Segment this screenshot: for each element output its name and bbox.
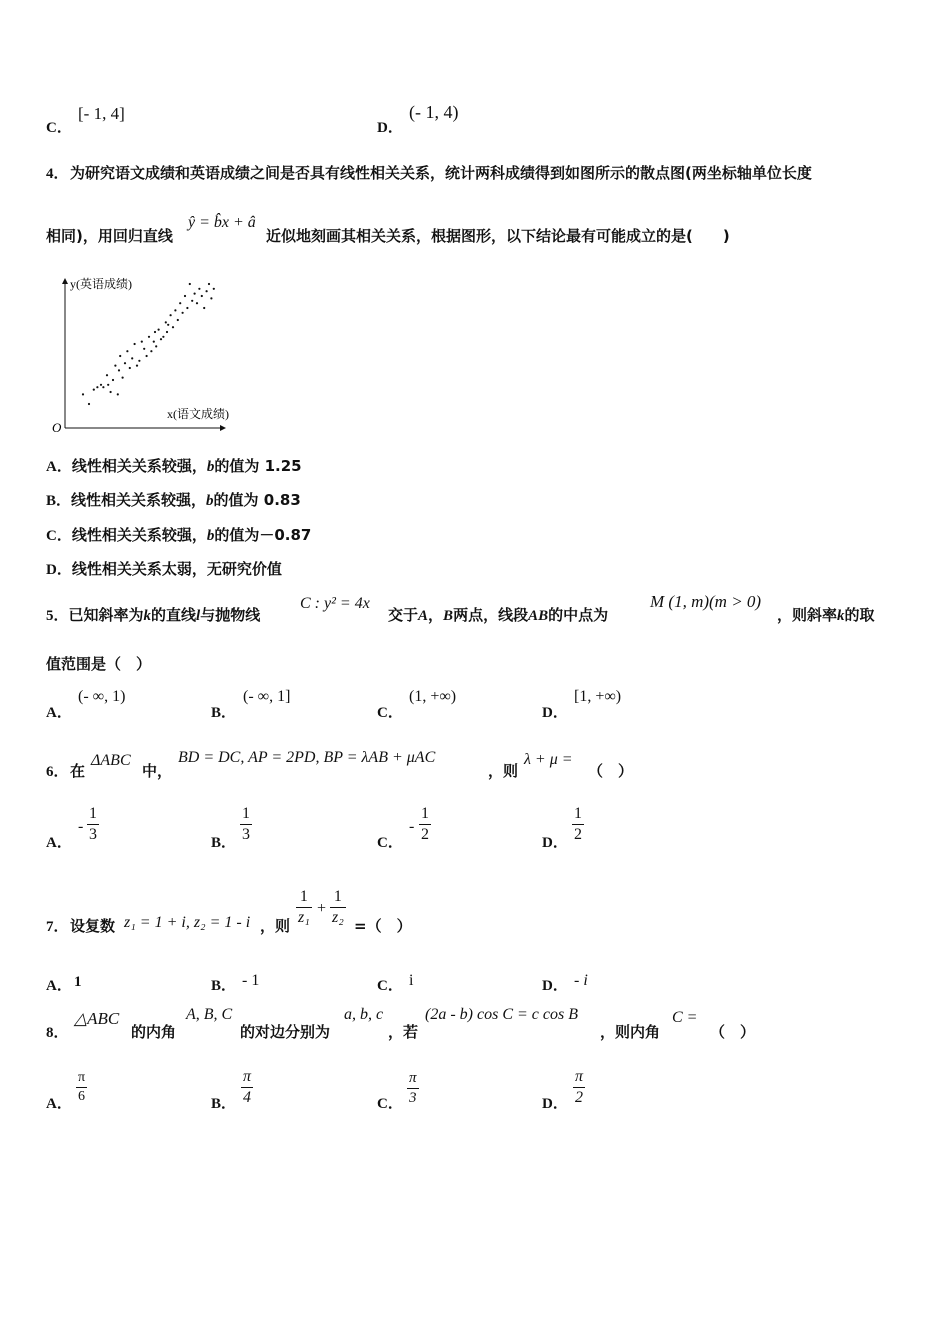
scatter-point [119,355,121,357]
q6-triangle: ΔABC [91,752,131,769]
q5-var-l: l [196,608,201,624]
scatter-point [138,360,140,362]
fraction-bar [407,1088,419,1089]
scatter-point [82,393,84,395]
q8-text-3: ，若 [388,1023,419,1041]
scatter-point [148,336,150,338]
q4-number: 4． [46,166,69,182]
scatter-point [102,386,104,388]
q8-sides: a, b, c [344,1006,384,1023]
fraction-bar [330,907,346,908]
scatter-point [182,312,184,314]
x-axis-label: x(语文成绩) [167,407,229,421]
q6-option-c-sign: - [409,818,415,835]
q5-var-a: A [418,608,429,624]
q7-text-3: =（ ） [354,917,412,935]
q5-parabola: C : y² = 4x [300,595,370,612]
scatter-point [208,283,210,285]
q7-text-2: ，则 [260,917,291,935]
q5-stem-line1 [46,604,260,625]
q5-text: ，则斜率 [777,606,838,624]
q8-text-1: 的内角 [131,1023,177,1041]
scatter-point [124,362,126,364]
fraction-bar [419,824,431,825]
q4-stem-line1: 为研究语文成绩和英语成绩之间是否具有线性相关关系，统计两科成绩得到如图所示的散点图(两坐标轴单位长度 [70,164,812,182]
fraction-denominator: 3 [242,826,250,843]
q5-midpoint: M (1, m)(m > 0) [650,592,762,611]
scatter-point [110,391,112,393]
q5-option-c-label: C． [377,705,403,721]
q6-option-a-label: A． [46,835,72,851]
option-label: B． [46,493,72,509]
q4-option-b [46,489,301,510]
q4-regression-formula: ŷ = b̂x + â [188,214,256,231]
scatter-point [177,319,179,321]
fraction-bar [573,1087,585,1088]
fraction-numerator: π [78,1070,86,1085]
option-text: 线性相关关系较强， [71,457,207,475]
scatter-point [122,377,124,379]
scatter-plot [40,270,250,440]
q5-var-ab: AB [528,608,549,624]
q8-text-5: （ ） [710,1023,756,1041]
scatter-point [154,331,156,333]
scatter-point [141,341,143,343]
fraction-numerator: 1 [242,805,250,822]
fraction-numerator: 1 [89,805,97,822]
q4-stem-line2b: 近似地刻画其相关关系，根据图形，以下结论最有可能成立的是( ) [266,227,730,245]
scatter-point [134,343,136,345]
q4-stem-line2a: 相同)，用回归直线 [46,227,173,245]
scatter-point [93,389,95,391]
fraction-bar [87,824,99,825]
scatter-point [153,341,155,343]
scatter-point [201,295,203,297]
scatter-point [160,338,162,340]
q8-condition: (2a - b) cos C = c cos B [425,1006,578,1023]
option-var: b [206,493,214,509]
q8-option-a-label: A． [46,1096,72,1112]
scatter-point [126,350,128,352]
scatter-point [158,329,160,331]
fraction-numerator: 1 [333,888,342,905]
q5-number: 5． [46,608,69,624]
scatter-point [146,355,148,357]
q5-option-c-value: (1, +∞) [409,688,457,705]
q7-option-d-value: - i [574,972,588,989]
scatter-point [198,288,200,290]
q6-text-3: ，则 [488,762,519,780]
q6-number: 6． [46,764,69,780]
q4-option-d [46,558,282,579]
q8-number: 8． [46,1025,69,1041]
fraction-numerator: 1 [574,805,582,822]
scatter-point [203,307,205,309]
fraction-numerator: 1 [299,888,308,905]
plot-axes [52,276,229,435]
scatter-points [82,283,215,405]
q5-option-b-label: B． [211,705,237,721]
q7-option-a-label: A． [46,978,72,994]
q3-option-c-label: C． [46,120,72,136]
q8-option-c-fraction [407,1070,419,1107]
scatter-point [143,348,145,350]
origin-label: O [52,420,62,435]
fraction-denominator: 6 [78,1089,86,1104]
q7-number: 7． [46,919,69,935]
fraction-denominator: z₁ [298,909,310,926]
scatter-point [206,290,208,292]
q8-expression: C = [672,1009,698,1026]
q6-option-c-fraction [419,805,431,844]
scatter-point [131,357,133,359]
q4-option-a [46,455,302,476]
q5-text: 的中点为 [548,606,609,624]
q7-option-b-value: - 1 [242,972,260,989]
y-axis-label: y(英语成绩) [70,277,132,291]
q8-option-b-label: B． [211,1096,237,1112]
q5-option-d-value: [1, +∞) [574,688,622,705]
q8-option-d-label: D． [542,1096,568,1112]
option-text: 线性相关关系较强， [71,526,207,544]
q6-option-a-fraction [87,805,99,844]
q7-condition: z₁ = 1 + i, z₂ = 1 - i [124,914,251,931]
q5-option-a-value: (- ∞, 1) [78,688,126,705]
q6-option-b-label: B． [211,835,237,851]
scatter-point [129,367,131,369]
scatter-point [165,321,167,323]
option-text: 线性相关关系太弱，无研究价值 [71,560,282,578]
q5-text: ， [428,606,444,624]
q7-plus: + [317,900,327,917]
q5-text: 的取 [844,606,875,624]
scatter-point [114,365,116,367]
q5-stem-line1b [388,604,608,625]
q6-condition: BD = DC, AP = 2PD, BP = λAB + μAC [178,749,436,766]
scatter-point [196,302,198,304]
scatter-point [136,365,138,367]
scatter-point [112,379,114,381]
option-label: C． [46,528,72,544]
scatter-point [150,350,152,352]
scatter-point [88,403,90,405]
q6-text-1: 在 [70,762,86,780]
q6-option-b-fraction [240,805,252,844]
q5-text: 两点，线段 [453,606,529,624]
q6-option-a-sign: - [78,818,84,835]
q7-option-b-label: B． [211,978,237,994]
q8-option-c-label: C． [377,1096,403,1112]
q5-var-k: k [837,608,845,624]
fraction-numerator: π [243,1068,252,1085]
scatter-point [210,297,212,299]
scatter-point [194,293,196,295]
fraction-denominator: 3 [409,1090,417,1106]
q8-option-b-fraction [241,1068,253,1107]
option-var: b [206,528,215,544]
y-axis-arrow [62,278,68,284]
fraction-denominator: z₂ [332,909,344,926]
fraction-numerator: π [575,1068,584,1085]
q8-triangle: △ABC [74,1009,120,1028]
q8-option-a-fraction [76,1070,87,1105]
scatter-point [172,326,174,328]
q5-text: 已知斜率为 [68,606,144,624]
scatter-point [96,386,98,388]
q8-text-2: 的对边分别为 [240,1023,331,1041]
fraction-denominator: 2 [575,1089,583,1106]
option-rest: 的值为 0.83 [213,491,301,509]
option-var: b [206,459,215,475]
q7-option-a-value: 1 [74,974,82,990]
scatter-point [179,302,181,304]
x-axis-arrow [220,425,226,431]
q4-option-c [46,524,311,545]
q5-text: 交于 [388,606,419,624]
q5-option-d-label: D． [542,705,568,721]
option-rest: 的值为－0.87 [214,526,312,544]
fraction-bar [241,1087,253,1088]
scatter-point [106,374,108,376]
scatter-point [184,295,186,297]
option-label: D． [46,562,72,578]
q5-stem-line1c [777,604,875,625]
q6-option-d-fraction [572,805,584,844]
q3-option-d-value: (- 1, 4) [409,102,459,122]
fraction-bar [296,907,312,908]
fraction-denominator: 3 [89,826,97,843]
scatter-point [191,300,193,302]
q7-option-c-label: C． [377,978,403,994]
q6-text-2: 中， [142,762,173,780]
fraction-numerator: π [409,1070,417,1086]
q5-stem-line2: 值范围是（ ） [46,655,152,673]
scatter-point [100,384,102,386]
scatter-point [167,324,169,326]
scatter-point [155,345,157,347]
q7-fraction-2 [330,888,346,927]
fraction-denominator: 2 [574,826,582,843]
scatter-point [213,288,215,290]
scatter-point [186,307,188,309]
scatter-point [166,331,168,333]
scatter-point [170,314,172,316]
q5-text: 的直线 [151,606,197,624]
scatter-point [189,283,191,285]
fraction-bar [76,1087,87,1088]
scatter-point [162,336,164,338]
q7-fraction-1 [296,888,312,927]
q3-option-c-value: [- 1, 4] [78,104,125,123]
q5-option-a-label: A． [46,705,72,721]
fraction-denominator: 2 [421,826,429,843]
fraction-bar [572,824,584,825]
q5-var-k: k [143,608,152,624]
option-label: A． [46,459,72,475]
q7-option-c-value: i [409,972,414,989]
q6-text-4: （ ） [588,762,634,780]
q5-text: 与抛物线 [200,606,261,624]
option-rest: 的值为 1.25 [214,457,302,475]
q8-option-d-fraction [573,1068,585,1107]
q5-var-b: B [443,608,454,624]
q6-option-d-label: D． [542,835,568,851]
option-text: 线性相关关系较强， [71,491,207,509]
q5-option-b-value: (- ∞, 1] [243,688,291,705]
fraction-bar [240,824,252,825]
scatter-point [107,384,109,386]
fraction-denominator: 4 [243,1089,251,1106]
q8-text-4: ，则内角 [600,1023,661,1041]
scatter-point [117,393,119,395]
q8-angles: A, B, C [186,1006,233,1023]
q7-text-1: 设复数 [70,917,116,935]
scatter-point [174,309,176,311]
q6-option-c-label: C． [377,835,403,851]
fraction-numerator: 1 [421,805,429,822]
q6-expression: λ + μ = [524,751,573,768]
q7-option-d-label: D． [542,978,568,994]
q3-option-d-label: D． [377,120,403,136]
scatter-point [118,369,120,371]
